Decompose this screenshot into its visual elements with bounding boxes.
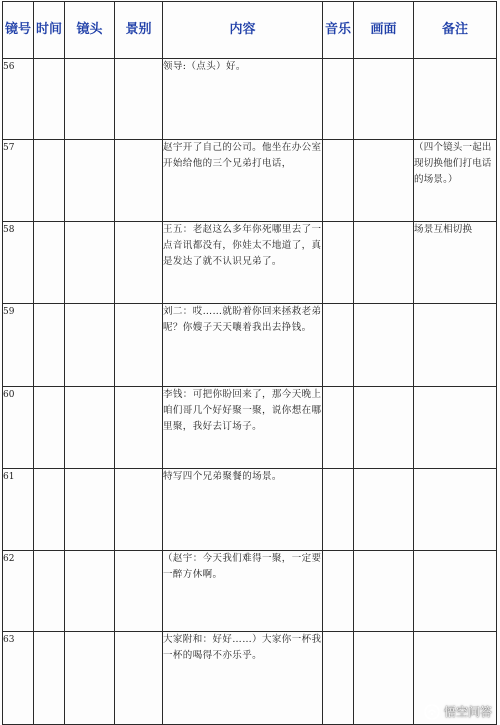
header-content: 内容 xyxy=(163,2,323,59)
header-notes: 备注 xyxy=(414,2,497,59)
picture-cell xyxy=(354,304,414,387)
shot-number: 56 xyxy=(3,59,34,140)
scene-cell xyxy=(115,304,163,387)
content-cell: 王五：老赵这么多年你死哪里去了一点音讯都没有，你娃太不地道了，真是发达了就不认识兄弟了。 xyxy=(163,222,323,304)
note-cell xyxy=(414,469,497,551)
lens-cell xyxy=(65,551,115,632)
shot-number: 58 xyxy=(3,222,34,304)
time-cell xyxy=(34,222,65,304)
lens-cell xyxy=(65,469,115,551)
music-cell xyxy=(323,59,354,140)
shot-number: 61 xyxy=(3,469,34,551)
picture-cell xyxy=(354,387,414,469)
scene-cell xyxy=(115,222,163,304)
scene-cell xyxy=(115,140,163,222)
content-cell: 特写四个兄弟聚餐的场景。 xyxy=(163,469,323,551)
header-lens: 镜头 xyxy=(65,2,115,59)
time-cell xyxy=(34,551,65,632)
music-cell xyxy=(323,551,354,632)
header-picture: 画面 xyxy=(354,2,414,59)
time-cell xyxy=(34,140,65,222)
table-row xyxy=(3,469,497,551)
picture-cell xyxy=(354,59,414,140)
wukong-logo-icon xyxy=(424,704,440,720)
lens-cell xyxy=(65,140,115,222)
music-cell xyxy=(323,632,354,725)
scene-cell xyxy=(115,632,163,725)
note-cell xyxy=(414,59,497,140)
content-cell: 赵宇开了自己的公司。他坐在办公室开始给他的三个兄弟打电话， xyxy=(163,140,323,222)
music-cell xyxy=(323,387,354,469)
note-cell: 场景互相切换 xyxy=(414,222,497,304)
table-row xyxy=(3,304,497,387)
shot-number: 63 xyxy=(3,632,34,725)
watermark-text: 悟空问答 xyxy=(443,705,492,719)
picture-cell xyxy=(354,140,414,222)
note-cell xyxy=(414,387,497,469)
content-cell: （赵宇：今天我们难得一聚，一定要一醉方休啊。 xyxy=(163,551,323,632)
scene-cell xyxy=(115,59,163,140)
shot-number: 59 xyxy=(3,304,34,387)
header-shot-no: 镜号 xyxy=(3,2,34,59)
lens-cell xyxy=(65,387,115,469)
shot-number: 57 xyxy=(3,140,34,222)
table-row xyxy=(3,551,497,632)
table-row xyxy=(3,59,497,140)
content-cell: 刘二：哎……就盼着你回来拯救老弟呢？你嫂子天天嚷着我出去挣钱。 xyxy=(163,304,323,387)
picture-cell xyxy=(354,632,414,725)
picture-cell xyxy=(354,551,414,632)
time-cell xyxy=(34,632,65,725)
table-row xyxy=(3,222,497,304)
watermark xyxy=(424,703,492,720)
header-music: 音乐 xyxy=(323,2,354,59)
picture-cell xyxy=(354,469,414,551)
header-scene: 景别 xyxy=(115,2,163,59)
music-cell xyxy=(323,469,354,551)
time-cell xyxy=(34,469,65,551)
music-cell xyxy=(323,304,354,387)
time-cell xyxy=(34,387,65,469)
note-cell xyxy=(414,551,497,632)
note-cell: （四个镜头一起出现切换他们打电话的场景。） xyxy=(414,140,497,222)
content-cell: 领导:（点头）好。 xyxy=(163,59,323,140)
table-row xyxy=(3,387,497,469)
music-cell xyxy=(323,222,354,304)
shot-number: 62 xyxy=(3,551,34,632)
scene-cell xyxy=(115,469,163,551)
shot-number: 60 xyxy=(3,387,34,469)
table-row xyxy=(3,632,497,725)
header-time: 时间 xyxy=(34,2,65,59)
storyboard-table xyxy=(2,1,497,725)
lens-cell xyxy=(65,304,115,387)
table-row xyxy=(3,140,497,222)
time-cell xyxy=(34,59,65,140)
header-row xyxy=(3,2,497,59)
music-cell xyxy=(323,140,354,222)
content-cell: 李钱：可把你盼回来了，那今天晚上咱们哥几个好好聚一聚，说你想在哪里聚，我好去订场子。 xyxy=(163,387,323,469)
lens-cell xyxy=(65,59,115,140)
note-cell xyxy=(414,304,497,387)
scene-cell xyxy=(115,551,163,632)
scene-cell xyxy=(115,387,163,469)
picture-cell xyxy=(354,222,414,304)
content-cell: 大家附和：好好……）大家你一杯我一杯的喝得不亦乐乎。 xyxy=(163,632,323,725)
lens-cell xyxy=(65,222,115,304)
time-cell xyxy=(34,304,65,387)
lens-cell xyxy=(65,632,115,725)
